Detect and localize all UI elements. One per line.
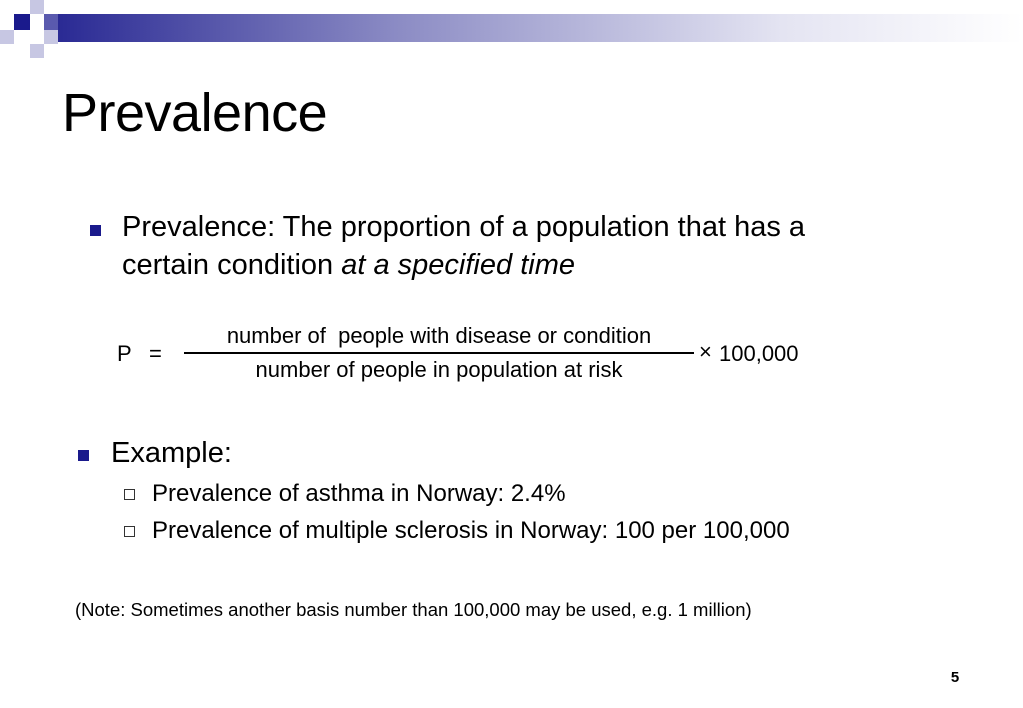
sub-bullet-box-icon — [124, 526, 135, 537]
example-label: Example: — [111, 437, 232, 469]
example-item-asthma: Prevalence of asthma in Norway: 2.4% — [152, 480, 566, 507]
header-gradient-bar — [58, 14, 1023, 42]
definition-line-1: Prevalence: The proportion of a population that has a — [122, 211, 806, 243]
formula-times-sign: × — [699, 339, 712, 364]
example-bullet — [78, 450, 89, 461]
formula-numerator: number of people with disease or condition — [226, 323, 652, 348]
footnote: (Note: Sometimes another basis number than 100,000 may be used, e.g. 1 million) — [75, 599, 752, 620]
definition-bullet — [90, 225, 101, 236]
header-square-light-1 — [30, 0, 44, 14]
sub-bullet-box-icon — [124, 489, 135, 500]
header-square-dark — [14, 14, 30, 30]
example-item-ms: Prevalence of multiple sclerosis in Norway: 100 per 100,000 — [152, 517, 790, 544]
header-square-mid — [44, 14, 58, 30]
formula-equals: = — [149, 341, 162, 366]
header-square-light-3 — [44, 30, 58, 44]
formula-multiplier: 100,000 — [719, 341, 799, 366]
header-decoration — [0, 0, 1023, 60]
definition-line-2 — [122, 251, 575, 280]
formula-lhs: P — [117, 341, 132, 366]
fraction-bar — [184, 352, 694, 354]
header-square-light-4 — [30, 44, 44, 58]
definition-italic-text: at a specified time — [341, 249, 575, 281]
formula-denominator: number of people in population at risk — [255, 357, 623, 382]
slide-title: Prevalence — [62, 83, 328, 143]
page-number: 5 — [950, 669, 960, 686]
definition-plain-text: certain condition — [122, 249, 342, 281]
header-square-light-2 — [0, 30, 14, 44]
